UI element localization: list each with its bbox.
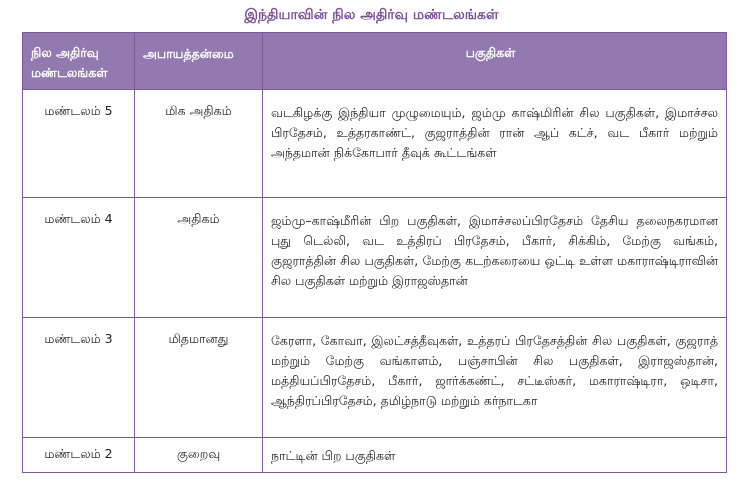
header-zone-line1: நில அதிர்வு <box>31 45 99 60</box>
zone-cell: மண்டலம் 3 <box>23 318 135 438</box>
zone-cell: மண்டலம் 4 <box>23 198 135 318</box>
zone-cell: மண்டலம் 5 <box>23 90 135 198</box>
header-row <box>23 33 727 90</box>
areas-cell: கேரளா, கோவா, இலட்சத்தீவுகள், உத்தரப் பிரதேசத்தின் சில பகுதிகள், குஜராத் மற்றும் மேற்கு வங்காளம், பஞ்சாபின் சில பகுதிகள், இராஜஸ்தான், மத்தியப்பிரதேசம், பீகார், ஜார்க்கண்ட், சட்டீஸ்கர், மகாராஷ்டிரா, ஒடிசா, ஆந்திரப்பிரதேசம், தமிழ்நாடு மற்றும் கர்நாடகா <box>263 318 727 438</box>
areas-cell: நாட்டின் பிற பகுதிகள் <box>263 438 727 473</box>
table-row <box>23 438 727 473</box>
level-cell: மிதமானது <box>135 318 263 438</box>
table-row <box>23 318 727 438</box>
level-cell: மிக அதிகம் <box>135 90 263 198</box>
table-title: இந்தியாவின் நில அதிர்வு மண்டலங்கள் <box>244 7 499 23</box>
areas-cell: வடகிழக்கு இந்தியா முழுமையும், ஜம்மு காஷ்மிரின் சில பகுதிகள், இமாச்சல பிரதேசம், உத்தரகாண்ட், குஜராத்தின் ரான் ஆப் கட்ச், வட பீகார் மற்றும் அந்தமான் நிக்கோபார் தீவுக் கூட்டங்கள் <box>263 90 727 198</box>
seismic-zones-table <box>22 32 727 473</box>
areas-cell: ஜம்மு–காஷ்மீரின் பிற பகுதிகள், இமாச்சலப்பிரதேசம் தேசிய தலைநகரமான புது டெல்லி, வட உத்திரப் பிரதேசம், பீகார், சிக்கிம், மேற்கு வங்கம், குஜராத்தின் சில பகுதிகள், மேற்கு கடற்கரையை ஒட்டி உள்ள மகாராஷ்டிராவின் சில பகுதிகள் மற்றும் இராஜஸ்தான் <box>263 198 727 318</box>
header-zone <box>23 33 135 90</box>
header-level: அபாயத்தன்மை <box>135 33 263 90</box>
level-cell: அதிகம் <box>135 198 263 318</box>
table-row <box>23 198 727 318</box>
table-row <box>23 90 727 198</box>
level-cell: குறைவு <box>135 438 263 473</box>
zone-cell: மண்டலம் 2 <box>23 438 135 473</box>
header-zone-line2: மண்டலங்கள் <box>31 65 108 80</box>
header-areas: பகுதிகள் <box>263 33 727 90</box>
